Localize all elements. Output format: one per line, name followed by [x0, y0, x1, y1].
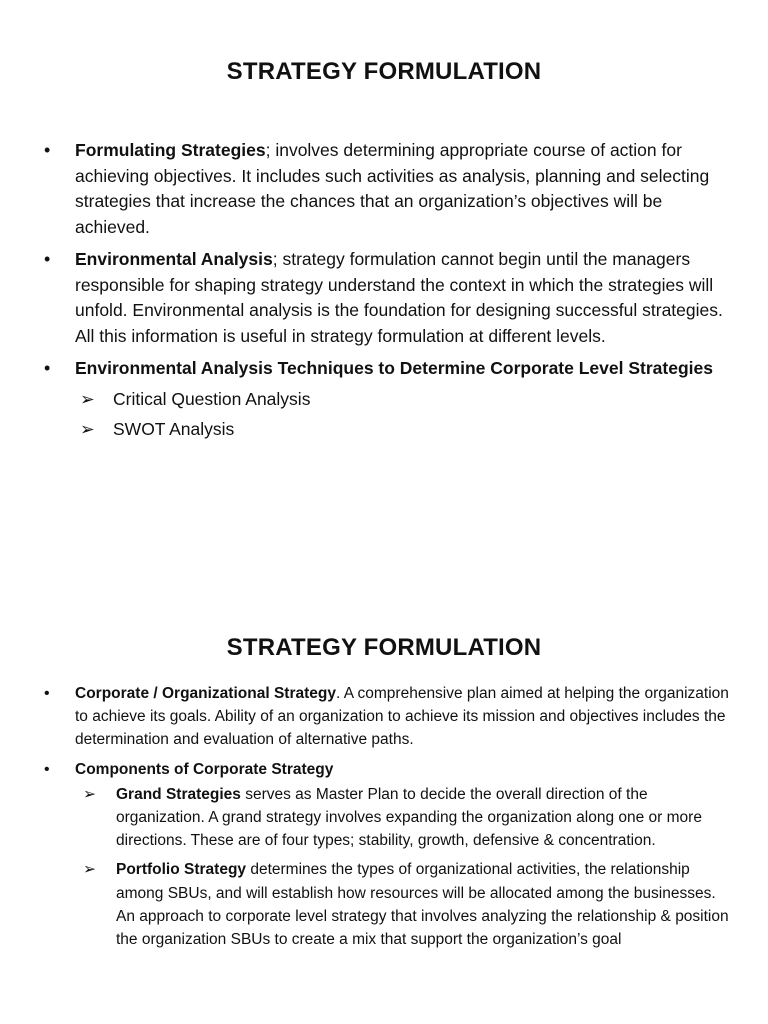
bullet-term: Environmental Analysis — [75, 249, 273, 269]
bullet-item-environmental-analysis — [44, 247, 734, 349]
sub-bullet-list — [75, 783, 734, 951]
sub-item-grand-strategies — [83, 783, 734, 853]
bullet-dot-icon: • — [44, 358, 51, 378]
bullet-term: Formulating Strategies — [75, 140, 266, 160]
bullet-item-components — [44, 758, 734, 952]
bullet-item-analysis-techniques — [44, 356, 734, 444]
sub-item-term: Portfolio Strategy — [116, 861, 247, 879]
sub-item-critical-question-analysis — [80, 384, 734, 414]
sub-item-text: SWOT Analysis — [113, 418, 235, 439]
bullet-dot-icon: • — [44, 685, 50, 702]
bullet-term: Environmental Analysis Techniques to Determine Corporate Level Strategies — [75, 358, 713, 378]
sub-item-portfolio-strategy — [83, 858, 734, 951]
bullet-text: ; strategy formulation cannot begin until the managers responsible for shaping strategy understand the context in which the strategies will unfold. Environmental analysis is the foundation for designing successful strategies. All this information is useful in strategy formulation at different levels. — [75, 249, 723, 346]
bullet-term: Corporate / Organizational Strategy — [75, 685, 336, 702]
slide-title: STRATEGY FORMULATION — [226, 58, 542, 85]
sub-item-text: determines the types of organizational activities, the relationship among SBUs, and will establish how resources will be allocated among the businesses. An approach to corporate level strategy that involves analyzing the relationship & position the organization SBUs to create a mix that support the organization’s goal — [116, 861, 729, 949]
sub-item-swot-analysis — [80, 414, 734, 444]
bullet-list — [44, 138, 734, 451]
bullet-dot-icon: • — [44, 249, 51, 269]
arrow-bullet-icon: ➢ — [80, 418, 95, 439]
arrow-bullet-icon: ➢ — [80, 388, 95, 409]
bullet-item-corporate-strategy — [44, 682, 734, 752]
bullet-dot-icon: • — [44, 760, 50, 778]
arrow-bullet-icon: ➢ — [83, 785, 96, 803]
sub-item-text: Critical Question Analysis — [113, 388, 311, 409]
slide-2 — [0, 512, 768, 1024]
sub-bullet-list — [75, 384, 734, 444]
bullet-dot-icon: • — [44, 140, 51, 160]
bullet-text: . A comprehensive plan aimed at helping the organization to achieve its goals. Ability of an organization to achieve its mission and objectives includes the determination and evaluation of alternative paths. — [75, 685, 729, 749]
slide-title: STRATEGY FORMULATION — [226, 634, 542, 661]
bullet-item-formulating-strategies — [44, 138, 734, 240]
bullet-term: Components of Corporate Strategy — [75, 760, 334, 778]
sub-item-term: Grand Strategies — [116, 785, 241, 803]
bullet-text: ; involves determining appropriate course of action for achieving objectives. It includes such activities as analysis, planning and selecting strategies that increase the chances that an organization’s objectives will be achieved. — [75, 140, 710, 237]
arrow-bullet-icon: ➢ — [83, 861, 96, 879]
bullet-list — [44, 682, 734, 957]
sub-item-text: serves as Master Plan to decide the overall direction of the organization. A grand strategy involves expanding the organization along one or more directions. These are of four types; stability, growth, defensive & concentration. — [116, 785, 702, 850]
